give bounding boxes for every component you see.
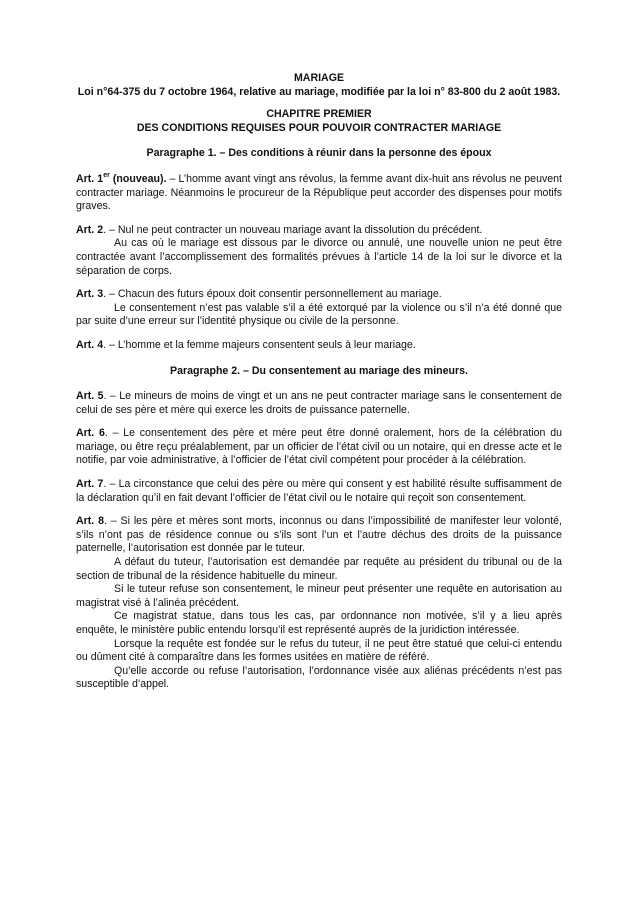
article-4-text: . – L’homme et la femme majeurs consentent seuls à leur mariage.: [103, 338, 416, 351]
article-2-paragraph-2: Au cas où le mariage est dissous par le divorce ou annulé, une nouvelle union ne peut être contractée avant l’accomplissement des formalités prévues à l’article 14 de la loi sur le divorce et la séparation de corps.: [76, 237, 562, 277]
article-2: [76, 224, 562, 238]
article-8-paragraph-3: Si le tuteur refuse son consentement, le mineur peut présenter une requête en autorisation au magistrat visé à l’alinéa précédent.: [76, 583, 562, 609]
article-4: [76, 339, 562, 353]
article-7: [76, 478, 562, 505]
article-5: [76, 390, 562, 417]
article-4-label: Art. 4: [76, 338, 104, 351]
article-1: [76, 173, 562, 214]
article-7-label: Art. 7: [76, 478, 104, 491]
article-3-label: Art. 3: [76, 288, 104, 301]
article-1-text: – L’homme avant vingt ans révolus, la femme avant dix-huit ans révolus ne peuvent contracter mariage. Néanmoins le procureur de la République peut accorder des dispenses pour motifs graves.: [76, 172, 562, 213]
article-6-label: Art. 6: [76, 427, 105, 440]
article-8-paragraph-2: A défaut du tuteur, l’autorisation est demandée par requête au président du tribunal ou de la section de tribunal de la résidence habituelle du mineur.: [76, 556, 562, 582]
article-8-text: . – Si les père et mères sont morts, inconnus ou dans l’impossibilité de manifester leur volonté, s’ils n’ont pas de résidence connue ou s’ils sont l’un et l’autre déchus des droits de la puissance paternelle, l’autorisation est donnée par le tuteur.: [76, 515, 562, 555]
chapter-title: DES CONDITIONS REQUISES POUR POUVOIR CONTRACTER MARIAGE: [136, 121, 502, 134]
article-3: [76, 288, 562, 302]
document-page: [76, 72, 562, 692]
paragraph-2-heading: Paragraphe 2. – Du consentement au mariage des mineurs.: [170, 364, 468, 377]
document-title: MARIAGE: [293, 72, 345, 84]
paragraph-1-heading: Paragraphe 1. – Des conditions à réunir dans la personne des époux: [146, 147, 492, 160]
article-5-label: Art. 5: [76, 390, 104, 403]
article-8-paragraph-6: Qu’elle accorde ou refuse l’autorisation, l’ordonnance visée aux aliénas précédents n’est pas susceptible d’appel.: [76, 664, 562, 691]
article-7-text: . – La circonstance que celui des père ou mère qui consent y est habilité résulte suffisamment de la déclaration qu’il en fait devant l’officier de l’état civil ou le notaire qui reçoit son consentement.: [76, 478, 562, 504]
article-1-label: Art. 1er (nouveau).: [76, 171, 167, 185]
article-6-text: . – Le consentement des père et mère peut être donné oralement, hors de la célébration du mariage, ou être reçu préalablement, par un officier de l’état civil ou un notaire, qui en dresse acte et le notifie, par voie administrative, à l’officier de l’état civil compétent pour procéder à la célébration.: [76, 427, 562, 467]
article-8-paragraph-4: Ce magistrat statue, dans tous les cas, par ordonnance non motivée, s’il y a lieu après enquête, le ministère public entendu lorsqu’il est représenté auprès de la juridiction intéressée.: [76, 610, 562, 636]
article-3-paragraph-2: Le consentement n’est pas valable s’il a été extorqué par la violence ou s’il n’a été donné que par suite d’une erreur sur l’identité physique ou civile de la personne.: [76, 301, 562, 328]
document-subtitle: Loi n°64-375 du 7 octobre 1964, relative au mariage, modifiée par la loi n° 83-800 du 2 août 1983.: [77, 85, 561, 98]
article-2-text: . – Nul ne peut contracter un nouveau mariage avant la dissolution du précédent.: [103, 223, 483, 236]
article-6: [76, 427, 562, 468]
article-5-text: . – Le mineurs de moins de vingt et un ans ne peut contracter mariage sans le consentement de celui de ses père et mère qui exerce les droits de puissance paternelle.: [76, 390, 562, 416]
article-2-label: Art. 2: [76, 223, 104, 236]
article-8-paragraph-5: Lorsque la requête est fondée sur le refus du tuteur, il ne peut être statué que celui-ci entendu ou dûment cité à comparaître dans les formes usitées en matière de référé.: [76, 637, 562, 664]
article-8-label: Art. 8: [76, 515, 104, 528]
article-3-text: . – Chacun des futurs époux doit consentir personnellement au mariage.: [103, 288, 442, 301]
article-8: [76, 515, 562, 556]
chapter-heading: CHAPITRE PREMIER: [266, 108, 372, 121]
